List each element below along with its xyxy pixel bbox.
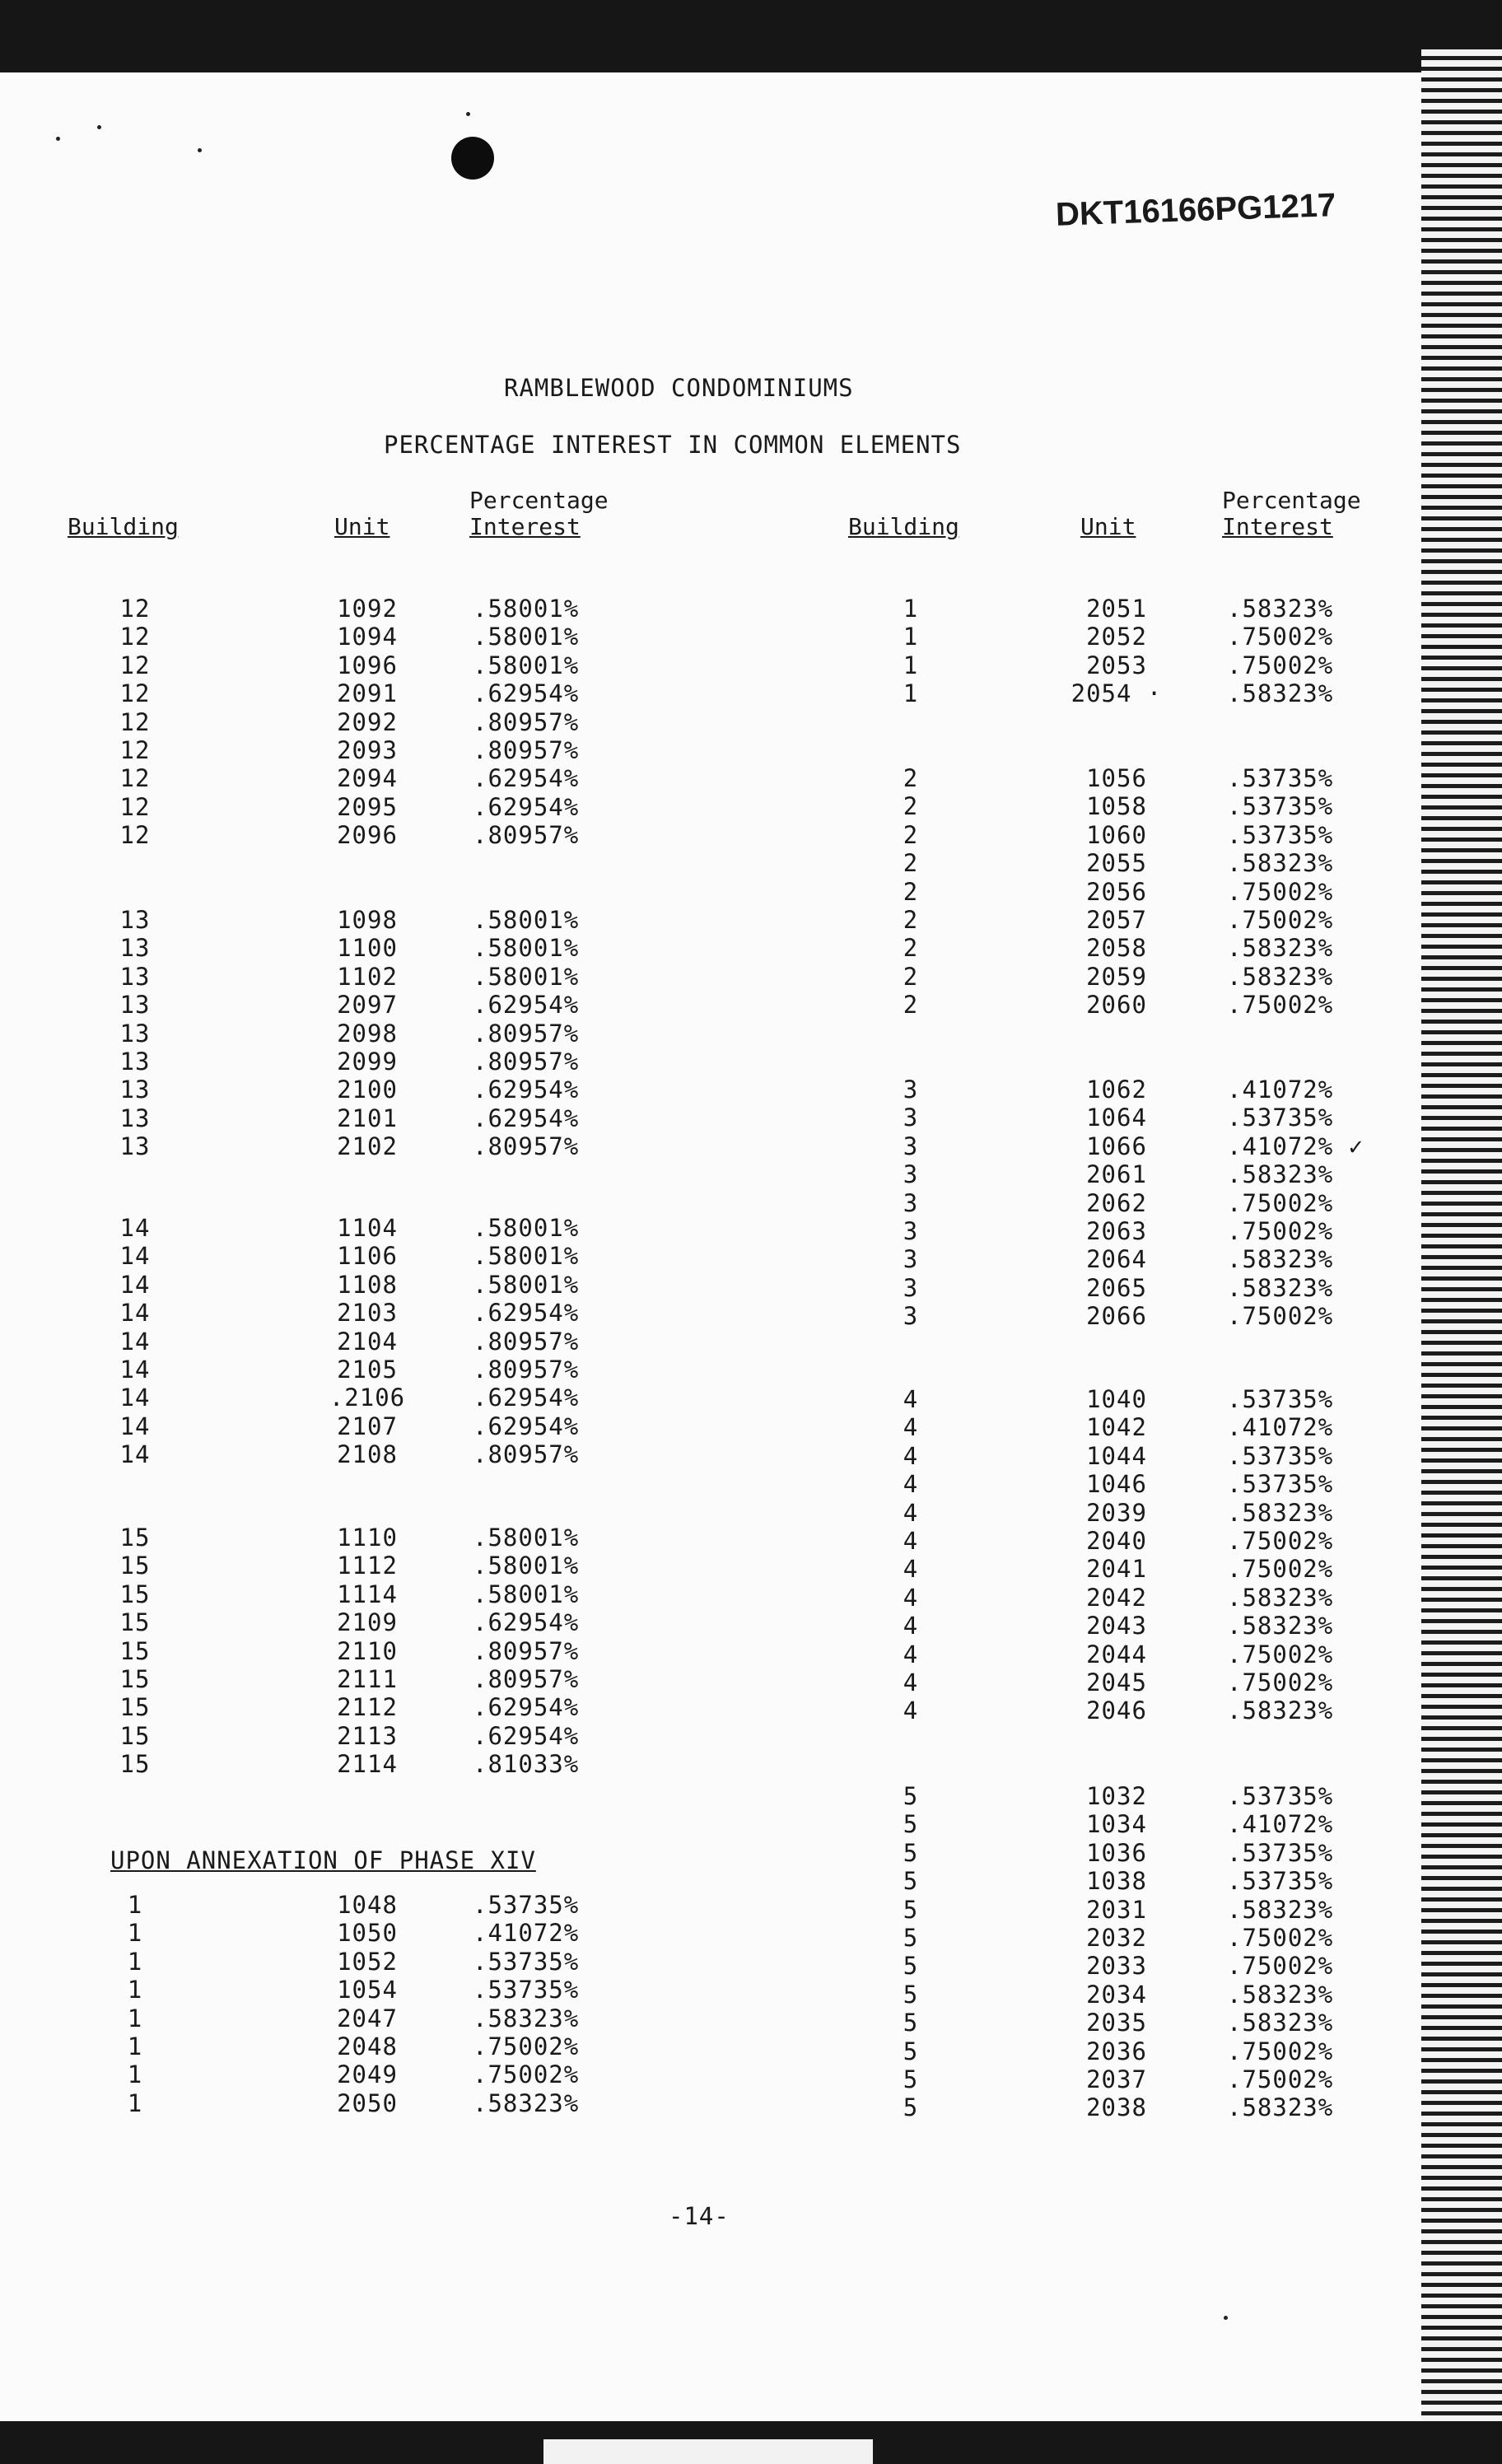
building-cell: 13	[119, 962, 151, 991]
percentage-cell: .58001%	[473, 623, 580, 651]
unit-cell: 1110	[337, 1524, 398, 1552]
unit-cell: 2031	[1086, 1895, 1147, 1924]
percentage-cell: .75002%	[473, 2032, 580, 2060]
unit-cell: 2113	[337, 1721, 398, 1750]
unit-cell: 2034	[1086, 1980, 1147, 2009]
percentage-cell: .53735%	[1227, 1104, 1334, 1132]
unit-cell: 1092	[337, 595, 398, 623]
building-cell: 15	[119, 1693, 151, 1722]
unit-cell: 2059	[1086, 962, 1147, 991]
unit-cell: 2091	[337, 679, 398, 708]
unit-cell: 2048	[337, 2032, 398, 2060]
building-cell: 15	[119, 1721, 151, 1750]
building-cell: 5	[903, 2093, 919, 2122]
percentage-cell: .58323%	[1227, 2009, 1334, 2037]
document-page	[0, 72, 1421, 2429]
annexation-heading: UPON ANNEXATION OF PHASE XIV	[110, 1846, 536, 1874]
building-cell: 3	[903, 1188, 919, 1217]
unit-cell: 2037	[1086, 2065, 1147, 2093]
percentage-cell: .58323%	[1227, 595, 1334, 623]
percentage-cell: .53735%	[1227, 792, 1334, 821]
percentage-cell: .80957%	[473, 1132, 580, 1161]
percentage-cell: .53735%	[1227, 1867, 1334, 1896]
unit-cell: 2107	[337, 1412, 398, 1440]
building-cell: 1	[127, 1976, 143, 2004]
unit-cell: 1040	[1086, 1385, 1147, 1413]
unit-cell: 2040	[1086, 1527, 1147, 1555]
header-pct-right-bottom: Interest	[1222, 513, 1333, 540]
unit-cell: 2045	[1086, 1668, 1147, 1696]
unit-cell: 1094	[337, 623, 398, 651]
unit-cell: 1112	[337, 1552, 398, 1580]
percentage-cell: .75002%	[1227, 906, 1334, 934]
building-cell: 14	[119, 1299, 151, 1328]
unit-cell: 1096	[337, 651, 398, 679]
percentage-cell: .58001%	[473, 1524, 580, 1552]
unit-cell: 2108	[337, 1440, 398, 1469]
punch-hole	[451, 137, 494, 180]
building-cell: 3	[903, 1104, 919, 1132]
percentage-cell: .62954%	[473, 1693, 580, 1722]
speck	[56, 137, 60, 141]
percentage-cell: .62954%	[473, 764, 580, 793]
building-cell: 12	[119, 623, 151, 651]
unit-cell: 1064	[1086, 1104, 1147, 1132]
percentage-cell: .58323%	[1227, 1245, 1334, 1274]
unit-cell: 1102	[337, 962, 398, 991]
book-page-stamp: DKT16166PG1217	[1055, 187, 1336, 233]
building-cell: 1	[127, 2060, 143, 2089]
unit-cell: 2102	[337, 1132, 398, 1161]
building-cell: 14	[119, 1214, 151, 1242]
building-cell: 5	[903, 2065, 919, 2093]
percentage-cell: .62954%	[473, 1608, 580, 1637]
building-cell: 3	[903, 1132, 919, 1160]
building-cell: 3	[903, 1245, 919, 1274]
scan-top-edge	[0, 0, 1502, 78]
unit-cell: 1046	[1086, 1470, 1147, 1499]
unit-cell: 1108	[337, 1270, 398, 1299]
unit-cell: 2050	[337, 2088, 398, 2117]
speck	[466, 112, 470, 116]
percentage-cell: .75002%	[1227, 1527, 1334, 1555]
unit-cell: 2105	[337, 1356, 398, 1384]
building-cell: 12	[119, 651, 151, 679]
building-cell: 1	[903, 595, 919, 623]
unit-cell: 2101	[337, 1104, 398, 1132]
unit-cell: 2097	[337, 991, 398, 1020]
unit-cell: 2096	[337, 821, 398, 850]
percentage-cell: .81033%	[473, 1750, 580, 1779]
percentage-cell: .80957%	[473, 1327, 580, 1356]
header-pct-left-top: Percentage	[469, 487, 609, 514]
percentage-cell: .58323%	[473, 2004, 580, 2032]
building-cell: 5	[903, 1895, 919, 1924]
building-cell: 14	[119, 1327, 151, 1356]
unit-cell: 2100	[337, 1076, 398, 1104]
unit-cell: 2094	[337, 764, 398, 793]
percentage-cell: .75002%	[1227, 2037, 1334, 2065]
percentage-cell: .80957%	[473, 1636, 580, 1665]
percentage-cell: .58323%	[1227, 1498, 1334, 1527]
percentage-cell: .75002%	[1227, 991, 1334, 1020]
percentage-cell: .62954%	[473, 1299, 580, 1328]
building-cell: 12	[119, 821, 151, 850]
building-cell: 1	[127, 1947, 143, 1976]
unit-cell: 1098	[337, 906, 398, 934]
percentage-cell: .41072%	[1227, 1810, 1334, 1839]
percentage-cell: .58323%	[1227, 2093, 1334, 2122]
percentage-cell: .53735%	[1227, 1782, 1334, 1810]
building-cell: 4	[903, 1612, 919, 1640]
speck	[198, 148, 202, 152]
unit-cell: 1058	[1086, 792, 1147, 821]
unit-cell: 2062	[1086, 1188, 1147, 1217]
percentage-cell: .58323%	[1227, 1273, 1334, 1302]
building-cell: 4	[903, 1668, 919, 1696]
building-cell: 14	[119, 1384, 151, 1412]
document-subtitle: PERCENTAGE INTEREST IN COMMON ELEMENTS	[384, 431, 962, 459]
unit-cell: 2065	[1086, 1273, 1147, 1302]
percentage-cell: .80957%	[473, 1665, 580, 1693]
percentage-cell: .58323%	[1227, 1895, 1334, 1924]
building-cell: 3	[903, 1160, 919, 1189]
unit-cell: 2092	[337, 707, 398, 736]
unit-cell: .2106	[329, 1384, 406, 1412]
building-cell: 15	[119, 1552, 151, 1580]
header-unit-left: Unit	[334, 513, 390, 540]
percentage-cell: .58323%	[1227, 1696, 1334, 1725]
percentage-cell: .62954%	[473, 1076, 580, 1104]
building-cell: 14	[119, 1270, 151, 1299]
building-cell: 12	[119, 679, 151, 708]
unit-cell: 2063	[1086, 1217, 1147, 1245]
percentage-cell: .80957%	[473, 1440, 580, 1469]
building-cell: 14	[119, 1412, 151, 1440]
percentage-cell: .75002%	[1227, 1217, 1334, 1245]
scan-bottom-tab	[543, 2439, 873, 2464]
percentage-cell: .53735%	[1227, 820, 1334, 849]
unit-cell: 1062	[1086, 1076, 1147, 1104]
percentage-cell: .62954%	[473, 1412, 580, 1440]
unit-cell: 2055	[1086, 849, 1147, 878]
building-cell: 13	[119, 906, 151, 934]
percentage-cell: .53735%	[1227, 1441, 1334, 1470]
unit-cell: 2047	[337, 2004, 398, 2032]
percentage-cell: .62954%	[473, 991, 580, 1020]
percentage-cell: .80957%	[473, 1019, 580, 1048]
unit-cell: 2049	[337, 2060, 398, 2089]
unit-cell: 2042	[1086, 1583, 1147, 1612]
building-cell: 15	[119, 1580, 151, 1608]
unit-cell: 2054 ·	[1071, 679, 1163, 708]
percentage-cell: .80957%	[473, 736, 580, 764]
percentage-cell: .58001%	[473, 595, 580, 623]
percentage-cell: .75002%	[1227, 623, 1334, 651]
percentage-cell: .58001%	[473, 934, 580, 963]
percentage-cell: .80957%	[473, 707, 580, 736]
percentage-cell: .41072% ✓	[1227, 1132, 1364, 1160]
unit-cell: 1048	[337, 1891, 398, 1919]
building-cell: 1	[903, 623, 919, 651]
building-cell: 4	[903, 1527, 919, 1555]
building-cell: 4	[903, 1555, 919, 1584]
building-cell: 13	[119, 1104, 151, 1132]
percentage-cell: .75002%	[1227, 1952, 1334, 1981]
percentage-cell: .58001%	[473, 962, 580, 991]
unit-cell: 2098	[337, 1019, 398, 1048]
unit-cell: 2033	[1086, 1952, 1147, 1981]
unit-cell: 2064	[1086, 1245, 1147, 1274]
building-cell: 14	[119, 1440, 151, 1469]
percentage-cell: .80957%	[473, 821, 580, 850]
percentage-cell: .80957%	[473, 1048, 580, 1076]
unit-cell: 2104	[337, 1327, 398, 1356]
unit-cell: 1052	[337, 1947, 398, 1976]
unit-cell: 2095	[337, 792, 398, 821]
unit-cell: 2093	[337, 736, 398, 764]
building-cell: 13	[119, 1048, 151, 1076]
percentage-cell: .58323%	[1227, 679, 1334, 708]
unit-cell: 2109	[337, 1608, 398, 1637]
page-number: -14-	[669, 2202, 730, 2230]
percentage-cell: .75002%	[1227, 651, 1334, 679]
percentage-cell: .75002%	[473, 2060, 580, 2089]
building-cell: 5	[903, 2037, 919, 2065]
percentage-cell: .41072%	[1227, 1413, 1334, 1442]
percentage-cell: .62954%	[473, 679, 580, 708]
building-cell: 12	[119, 736, 151, 764]
unit-cell: 2053	[1086, 651, 1147, 679]
percentage-cell: .62954%	[473, 1104, 580, 1132]
percentage-cell: .53735%	[1227, 764, 1334, 792]
percentage-cell: .75002%	[1227, 1640, 1334, 1668]
percentage-cell: .53735%	[473, 1891, 580, 1919]
building-cell: 2	[903, 820, 919, 849]
unit-cell: 2060	[1086, 991, 1147, 1020]
percentage-cell: .53735%	[1227, 1470, 1334, 1499]
building-cell: 3	[903, 1217, 919, 1245]
unit-cell: 2051	[1086, 595, 1147, 623]
unit-cell: 2110	[337, 1636, 398, 1665]
unit-cell: 1038	[1086, 1867, 1147, 1896]
percentage-cell: .58001%	[473, 1242, 580, 1271]
unit-cell: 2056	[1086, 877, 1147, 906]
building-cell: 12	[119, 595, 151, 623]
building-cell: 15	[119, 1608, 151, 1637]
building-cell: 13	[119, 1132, 151, 1161]
percentage-cell: .58001%	[473, 1552, 580, 1580]
unit-cell: 1104	[337, 1214, 398, 1242]
building-cell: 4	[903, 1498, 919, 1527]
unit-cell: 2035	[1086, 2009, 1147, 2037]
building-cell: 14	[119, 1242, 151, 1271]
unit-cell: 1106	[337, 1242, 398, 1271]
document-title: RAMBLEWOOD CONDOMINIUMS	[504, 374, 854, 402]
building-cell: 4	[903, 1640, 919, 1668]
unit-cell: 2052	[1086, 623, 1147, 651]
binding-strip	[1421, 49, 1502, 2421]
building-cell: 1	[127, 2032, 143, 2060]
unit-cell: 2032	[1086, 1924, 1147, 1952]
building-cell: 13	[119, 1019, 151, 1048]
percentage-cell: .53735%	[473, 1947, 580, 1976]
unit-cell: 2103	[337, 1299, 398, 1328]
speck	[97, 125, 101, 129]
percentage-cell: .75002%	[1227, 1188, 1334, 1217]
building-cell: 1	[127, 1919, 143, 1948]
building-cell: 1	[903, 679, 919, 708]
building-cell: 15	[119, 1524, 151, 1552]
percentage-cell: .62954%	[473, 792, 580, 821]
building-cell: 2	[903, 792, 919, 821]
header-pct-left-bottom: Interest	[469, 513, 581, 540]
unit-cell: 2112	[337, 1693, 398, 1722]
building-cell: 2	[903, 849, 919, 878]
building-cell: 5	[903, 1924, 919, 1952]
building-cell: 12	[119, 707, 151, 736]
building-cell: 13	[119, 991, 151, 1020]
percentage-cell: .58323%	[1227, 1612, 1334, 1640]
building-cell: 13	[119, 934, 151, 963]
percentage-cell: .58323%	[473, 2088, 580, 2117]
percentage-cell: .41072%	[473, 1919, 580, 1948]
unit-cell: 2044	[1086, 1640, 1147, 1668]
unit-cell: 2039	[1086, 1498, 1147, 1527]
building-cell: 2	[903, 764, 919, 792]
building-cell: 15	[119, 1750, 151, 1779]
building-cell: 3	[903, 1076, 919, 1104]
building-cell: 2	[903, 906, 919, 934]
unit-cell: 2057	[1086, 906, 1147, 934]
unit-cell: 2043	[1086, 1612, 1147, 1640]
building-cell: 2	[903, 962, 919, 991]
unit-cell: 1042	[1086, 1413, 1147, 1442]
unit-cell: 1036	[1086, 1838, 1147, 1867]
building-cell: 1	[127, 1891, 143, 1919]
building-cell: 4	[903, 1470, 919, 1499]
header-unit-right: Unit	[1080, 513, 1136, 540]
percentage-cell: .41072%	[1227, 1076, 1334, 1104]
unit-cell: 1066	[1086, 1132, 1147, 1160]
percentage-cell: .53735%	[1227, 1385, 1334, 1413]
building-cell: 2	[903, 991, 919, 1020]
building-cell: 5	[903, 1782, 919, 1810]
unit-cell: 1034	[1086, 1810, 1147, 1839]
unit-cell: 2066	[1086, 1302, 1147, 1331]
percentage-cell: .53735%	[473, 1976, 580, 2004]
unit-cell: 2114	[337, 1750, 398, 1779]
unit-cell: 2038	[1086, 2093, 1147, 2122]
percentage-cell: .58323%	[1227, 934, 1334, 963]
unit-cell: 2036	[1086, 2037, 1147, 2065]
percentage-cell: .62954%	[473, 1384, 580, 1412]
unit-cell: 1100	[337, 934, 398, 963]
unit-cell: 2099	[337, 1048, 398, 1076]
percentage-cell: .58001%	[473, 1270, 580, 1299]
building-cell: 1	[127, 2088, 143, 2117]
percentage-cell: .58001%	[473, 1580, 580, 1608]
unit-cell: 2111	[337, 1665, 398, 1693]
percentage-cell: .80957%	[473, 1356, 580, 1384]
building-cell: 5	[903, 1867, 919, 1896]
unit-cell: 1056	[1086, 764, 1147, 792]
percentage-cell: .53735%	[1227, 1838, 1334, 1867]
unit-cell: 1044	[1086, 1441, 1147, 1470]
header-pct-right-top: Percentage	[1222, 487, 1361, 514]
unit-cell: 2061	[1086, 1160, 1147, 1189]
unit-cell: 1032	[1086, 1782, 1147, 1810]
building-cell: 1	[903, 651, 919, 679]
percentage-cell: .58323%	[1227, 1160, 1334, 1189]
building-cell: 5	[903, 1952, 919, 1981]
building-cell: 2	[903, 934, 919, 963]
building-cell: 15	[119, 1636, 151, 1665]
percentage-cell: .75002%	[1227, 1668, 1334, 1696]
percentage-cell: .58323%	[1227, 962, 1334, 991]
building-cell: 4	[903, 1385, 919, 1413]
building-cell: 5	[903, 2009, 919, 2037]
building-cell: 14	[119, 1356, 151, 1384]
building-cell: 4	[903, 1696, 919, 1725]
building-cell: 3	[903, 1302, 919, 1331]
speck	[1224, 2316, 1228, 2320]
building-cell: 5	[903, 1838, 919, 1867]
unit-cell: 1054	[337, 1976, 398, 2004]
unit-cell: 2046	[1086, 1696, 1147, 1725]
building-cell: 2	[903, 877, 919, 906]
percentage-cell: .58323%	[1227, 1980, 1334, 2009]
header-building-right: Building	[848, 513, 959, 540]
percentage-cell: .75002%	[1227, 877, 1334, 906]
percentage-cell: .58323%	[1227, 1583, 1334, 1612]
building-cell: 4	[903, 1441, 919, 1470]
percentage-cell: .75002%	[1227, 2065, 1334, 2093]
building-cell: 1	[127, 2004, 143, 2032]
percentage-cell: .58001%	[473, 906, 580, 934]
building-cell: 13	[119, 1076, 151, 1104]
percentage-cell: .58323%	[1227, 849, 1334, 878]
building-cell: 12	[119, 792, 151, 821]
percentage-cell: .62954%	[473, 1721, 580, 1750]
percentage-cell: .75002%	[1227, 1555, 1334, 1584]
percentage-cell: .75002%	[1227, 1302, 1334, 1331]
unit-cell: 2058	[1086, 934, 1147, 963]
unit-cell: 1114	[337, 1580, 398, 1608]
percentage-cell: .75002%	[1227, 1924, 1334, 1952]
building-cell: 12	[119, 764, 151, 793]
percentage-cell: .58001%	[473, 651, 580, 679]
unit-cell: 2041	[1086, 1555, 1147, 1584]
building-cell: 5	[903, 1810, 919, 1839]
unit-cell: 1050	[337, 1919, 398, 1948]
header-building-left: Building	[68, 513, 179, 540]
building-cell: 5	[903, 1980, 919, 2009]
building-cell: 4	[903, 1583, 919, 1612]
unit-cell: 1060	[1086, 820, 1147, 849]
building-cell: 3	[903, 1273, 919, 1302]
percentage-cell: .58001%	[473, 1214, 580, 1242]
building-cell: 15	[119, 1665, 151, 1693]
building-cell: 4	[903, 1413, 919, 1442]
